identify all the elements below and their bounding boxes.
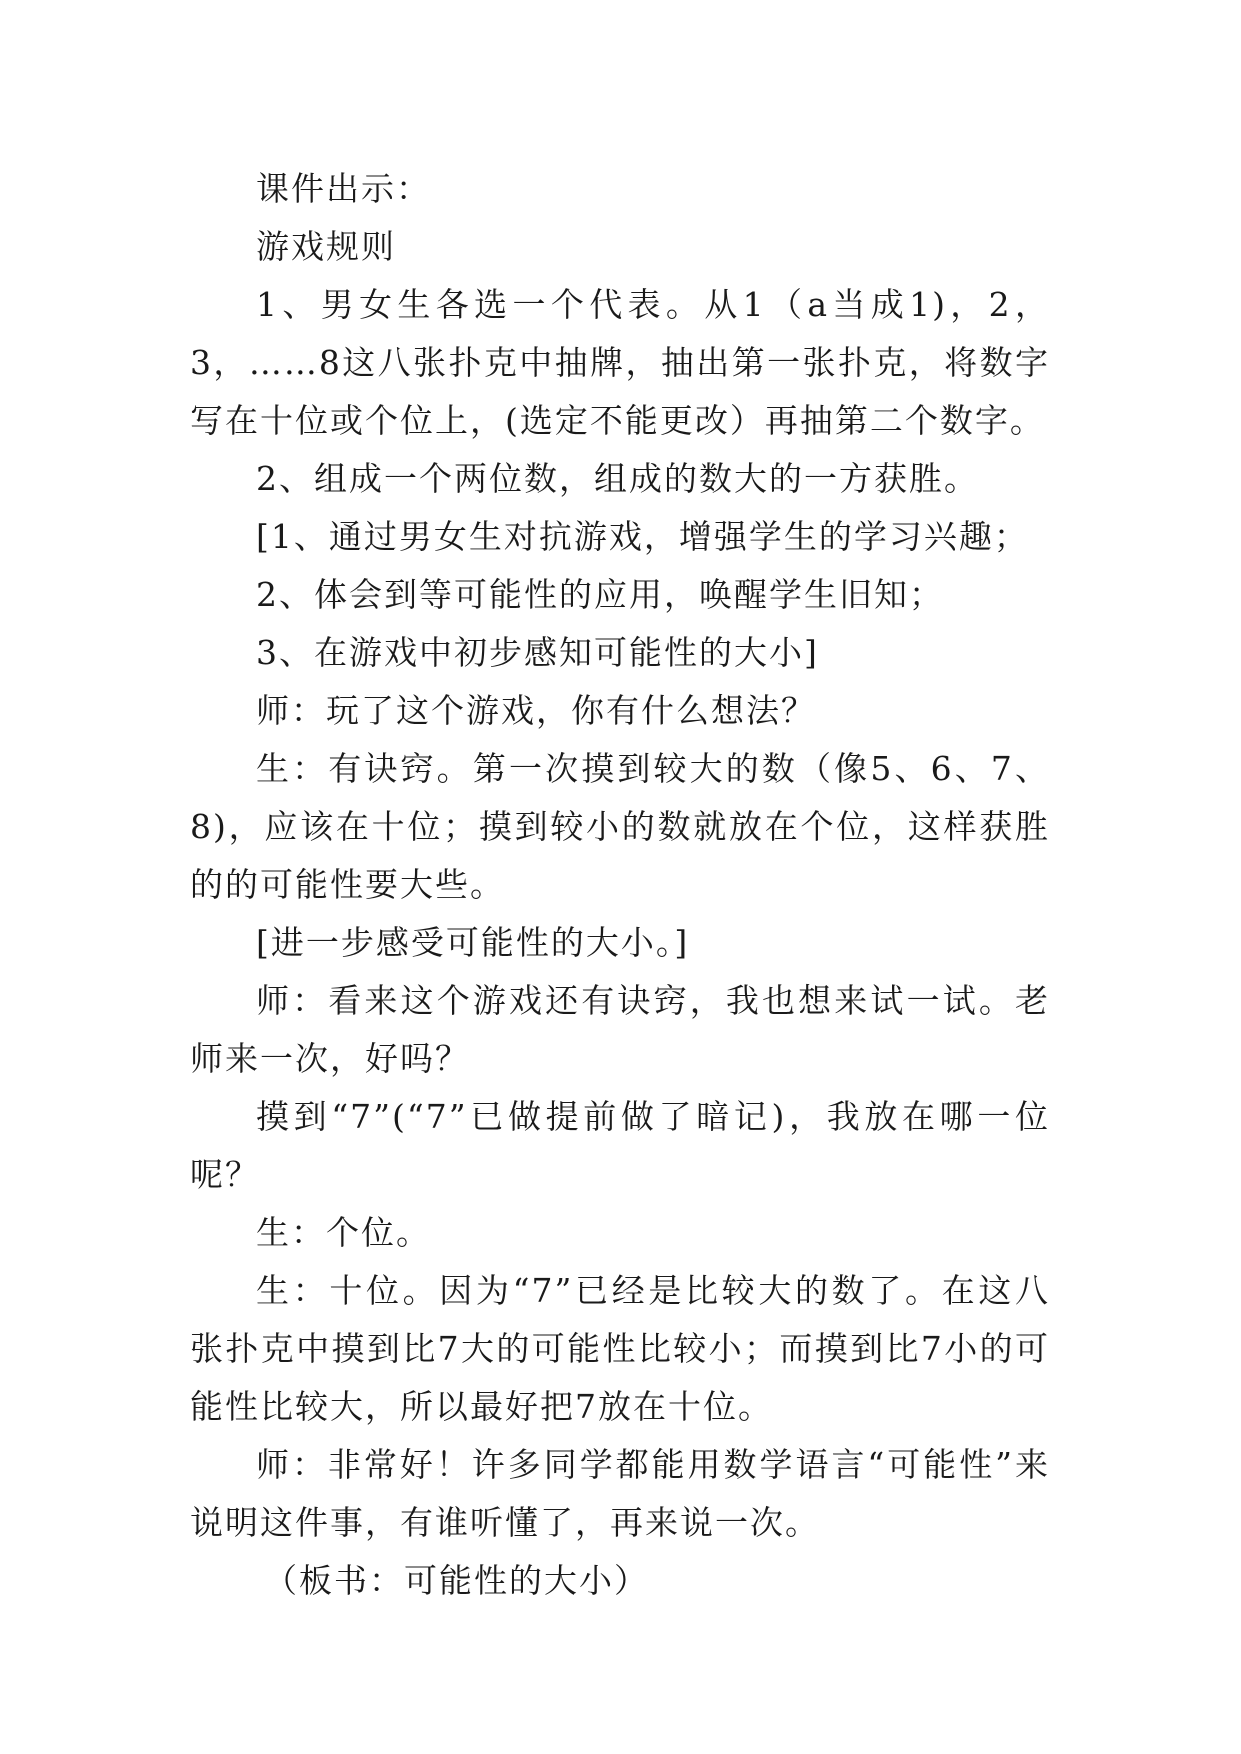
paragraph-rule-1: 1、男女生各选一个代表。从1（a当成1)，2，3，……8这八张扑克中抽牌，抽出第一张扑克，将数字写在十位或个位上，(选定不能更改）再抽第二个数字。 — [190, 285, 1050, 440]
paragraph-teacher-try: 师：看来这个游戏还有诀窍，我也想来试一试。老师来一次，好吗？ — [190, 981, 1050, 1078]
paragraph-goal-1: [1、通过男女生对抗游戏，增强学生的学习兴趣； — [256, 517, 1029, 556]
paragraph-student-ones: 生：个位。 — [256, 1213, 431, 1252]
paragraph-game-rules-title: 游戏规则 — [256, 227, 396, 266]
paragraph-draw-seven: 摸到“7”(“7”已做提前做了暗记)，我放在哪一位呢？ — [190, 1097, 1050, 1194]
paragraph-board-note: （板书：可能性的大小） — [264, 1561, 649, 1600]
paragraph-teacher-question: 师：玩了这个游戏，你有什么想法？ — [256, 691, 816, 730]
paragraph-goal-2: 2、体会到等可能性的应用，唤醒学生旧知； — [256, 575, 944, 614]
paragraph-student-tens: 生：十位。因为“7”已经是比较大的数了。在这八张扑克中摸到比7大的可能性比较小；而摸到比7小的可能性比较大，所以最好把7放在十位。 — [190, 1271, 1050, 1426]
document-body — [190, 160, 1050, 1610]
paragraph-teacher-praise: 师：非常好！许多同学都能用数学语言“可能性”来说明这件事，有谁听懂了，再来说一次。 — [190, 1445, 1050, 1542]
paragraph-note-feel-possibility: [进一步感受可能性的大小。] — [256, 923, 690, 962]
paragraph-goal-3: 3、在游戏中初步感知可能性的大小] — [256, 633, 819, 672]
paragraph-rule-2: 2、组成一个两位数，组成的数大的一方获胜。 — [256, 459, 979, 498]
paragraph-courseware-show: 课件出示： — [256, 169, 431, 208]
paragraph-student-answer-trick: 生：有诀窍。第一次摸到较大的数（像5、6、7、8)，应该在十位；摸到较小的数就放在个位，这样获胜的的可能性要大些。 — [190, 749, 1050, 904]
